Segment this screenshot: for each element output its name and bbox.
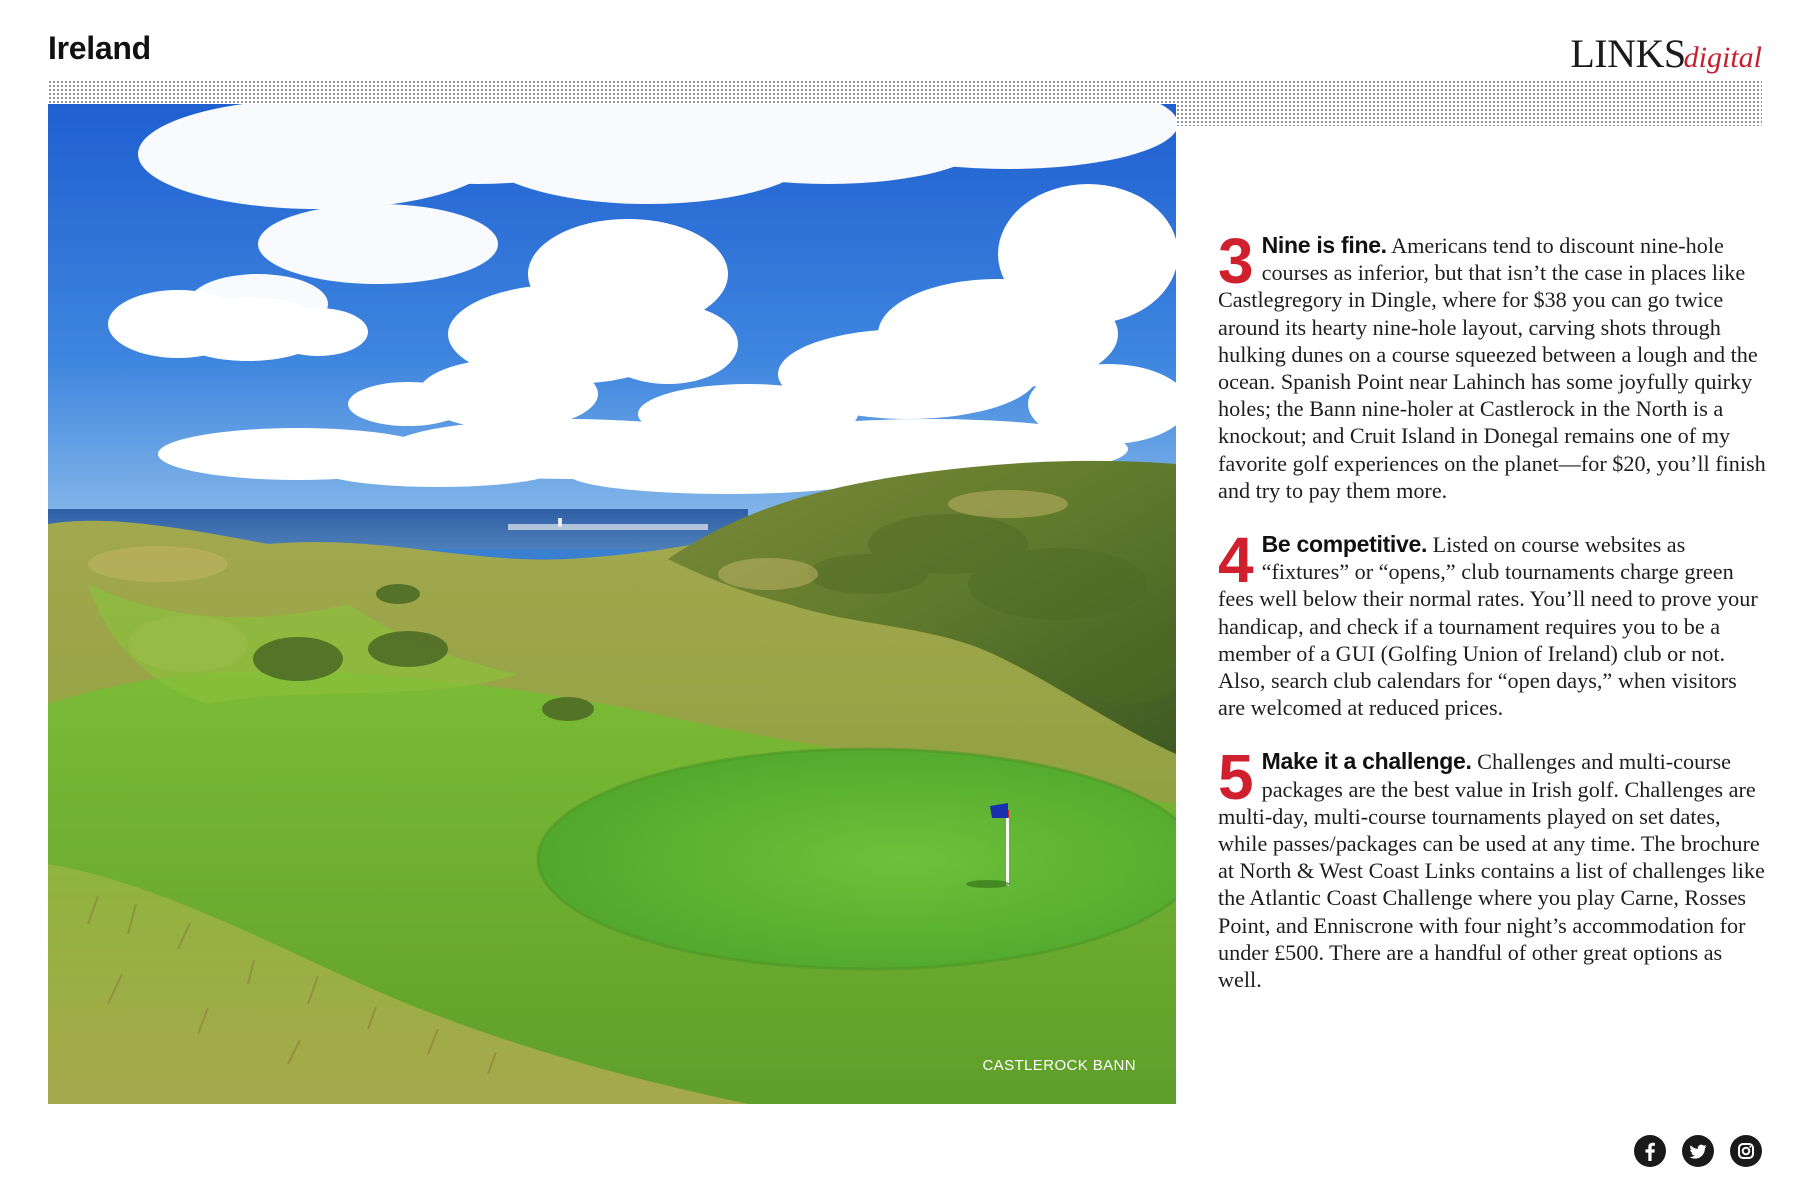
facebook-icon[interactable] xyxy=(1634,1135,1666,1167)
tip-number: 4 xyxy=(1218,524,1254,597)
tip-5 xyxy=(1218,741,1766,993)
tip-number: 3 xyxy=(1218,225,1254,297)
tip-text: Americans tend to discount nine-hole courses as inferior, but that isn’t the case in places like Castlegregory in Dingle, where for $38 you can go twice around its hearty nine-hole layout, carving shots through hulking dunes on a course squeezed between a lough and the ocean. Spanish Point near Lahinch has some joyfully quirky holes; the Bann nine-holer at Castlerock in the North is a knockout; and Cruit Island in Donegal remains one of my favorite golf experiences on the planet—for $20, you’ll finish and try to pay them more. xyxy=(1218,233,1766,503)
flagstick xyxy=(1006,810,1009,886)
tip-4 xyxy=(1218,524,1766,721)
photo-caption: CASTLEROCK BANN xyxy=(982,1057,1136,1074)
twitter-icon[interactable] xyxy=(1682,1135,1714,1167)
tip-heading: Be competitive. xyxy=(1261,531,1428,558)
tip-number: 5 xyxy=(1218,741,1254,814)
tip-heading: Nine is fine. xyxy=(1261,232,1387,258)
landscape-illustration xyxy=(48,104,1176,1104)
course-photo xyxy=(48,104,1176,1104)
article-body xyxy=(1218,225,1766,1020)
social-links xyxy=(1634,1135,1762,1167)
tip-text: Listed on course websites as “fixtures” or “opens,” club tournaments charge green fees well below their normal rates. You’ll need to prove your handicap, and check if a tournament requires you to be a member of a GUI (Golfing Union of Ireland) club or not. Also, search club calendars for “open days,” when visitors are welcomed at reduced prices. xyxy=(1218,532,1758,721)
tip-heading: Make it a challenge. xyxy=(1261,748,1472,775)
brand-logo[interactable] xyxy=(1570,30,1762,77)
instagram-icon[interactable] xyxy=(1730,1135,1762,1167)
tip-3 xyxy=(1218,225,1766,504)
brand-logo-sub: digital xyxy=(1683,41,1762,74)
brand-logo-main: LINKS xyxy=(1570,31,1686,76)
tip-text: Challenges and multi-course packages are the best value in Irish golf. Challenges are multi-day, multi-course tournaments played on set dates, while passes/packages can be used at any time. The brochure at North & West Coast Links contains a list of challenges like the Atlantic Coast Challenge where you play Carne, Rosses Point, and Enniscrone with four night’s accommodation for under £500. There are a handful of other great options as well. xyxy=(1218,749,1765,993)
section-title: Ireland xyxy=(48,30,151,66)
